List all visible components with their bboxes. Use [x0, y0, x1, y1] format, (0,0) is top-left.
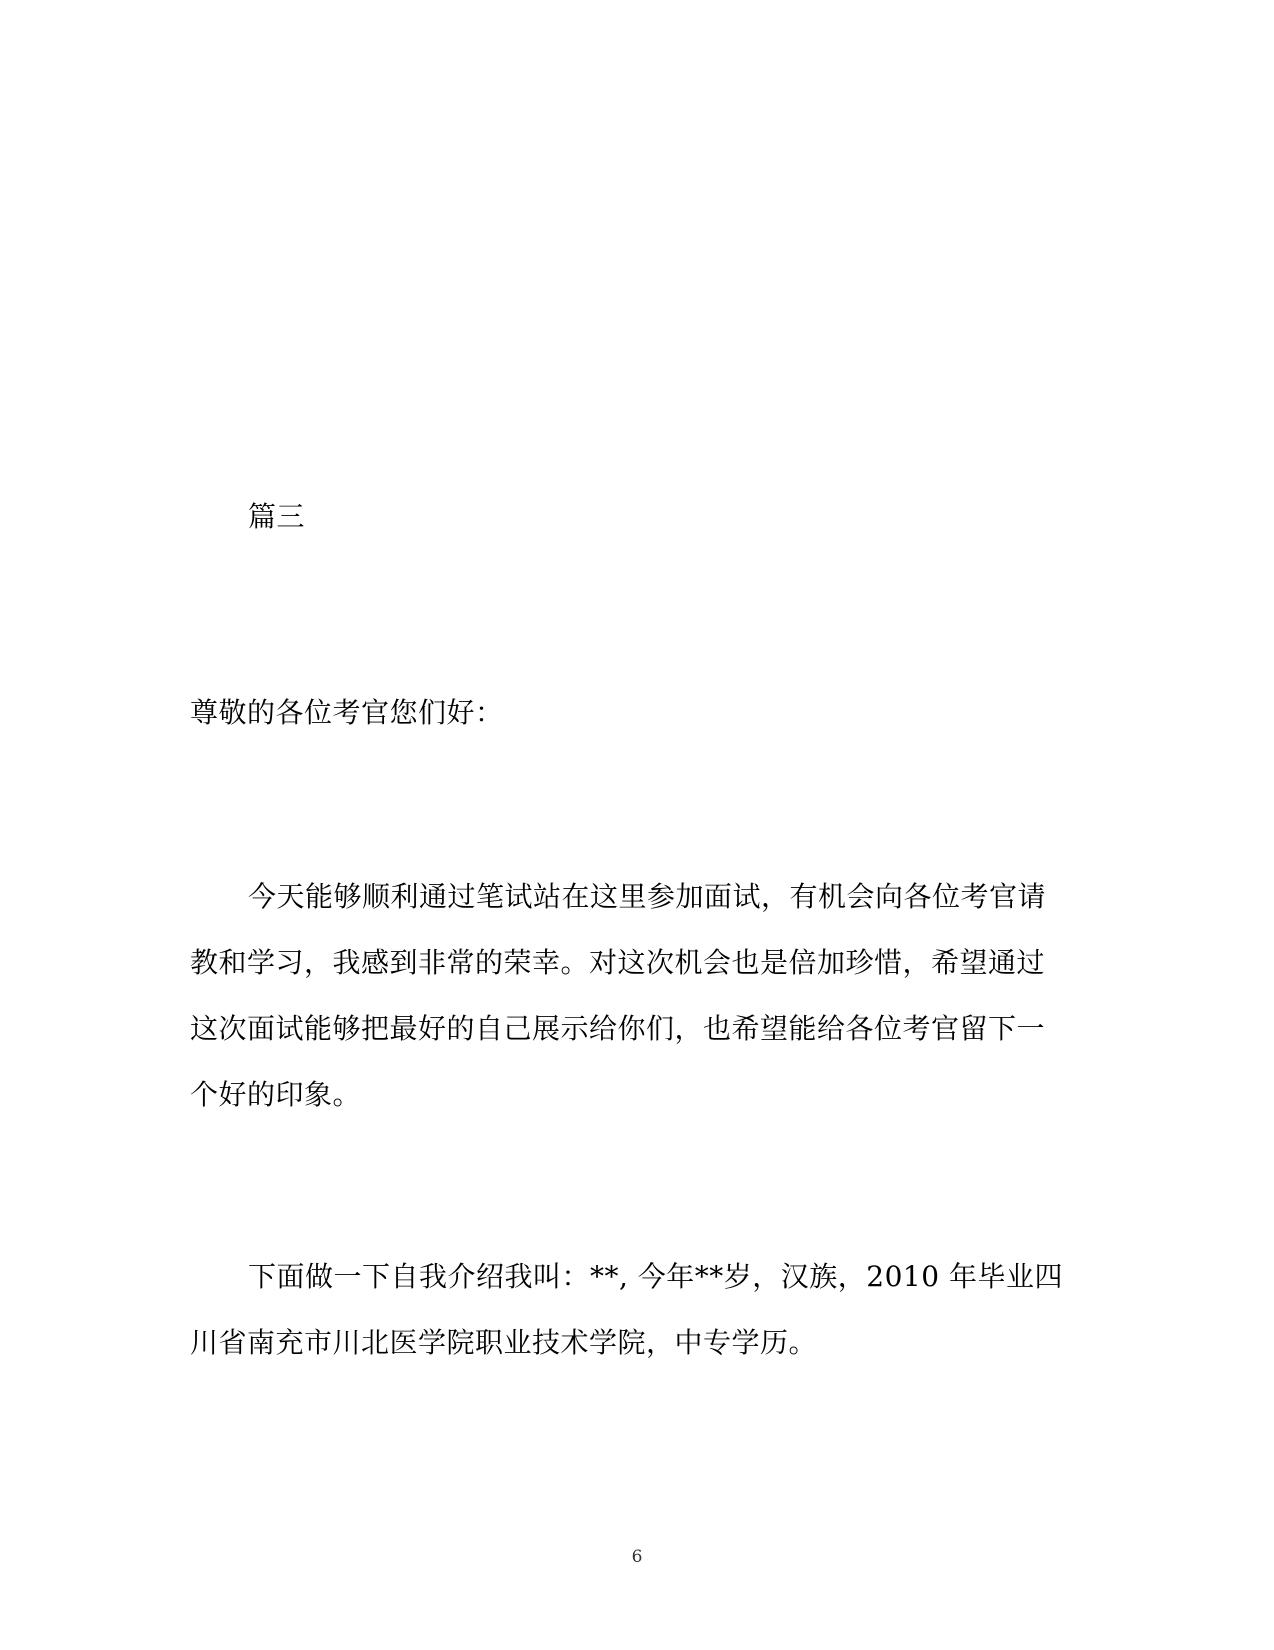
paragraph: 下面做一下自我介绍我叫：**, 今年**岁，汉族，2010 年毕业四川省南充市川北医学院职业技术学院，中专学历。 [190, 1260, 1063, 1359]
page-number: 6 [631, 1547, 643, 1567]
salutation: 尊敬的各位考官您们好： [190, 696, 504, 729]
section-heading: 篇三 [248, 500, 306, 533]
paragraph: 今天能够顺利通过笔试站在这里参加面试，有机会向各位考官请教和学习，我感到非常的荣幸。对这次机会也是倍加珍惜，希望通过这次面试能够把最好的自己展示给你们，也希望能给各位考官留下一个好的印象。 [190, 880, 1047, 1111]
